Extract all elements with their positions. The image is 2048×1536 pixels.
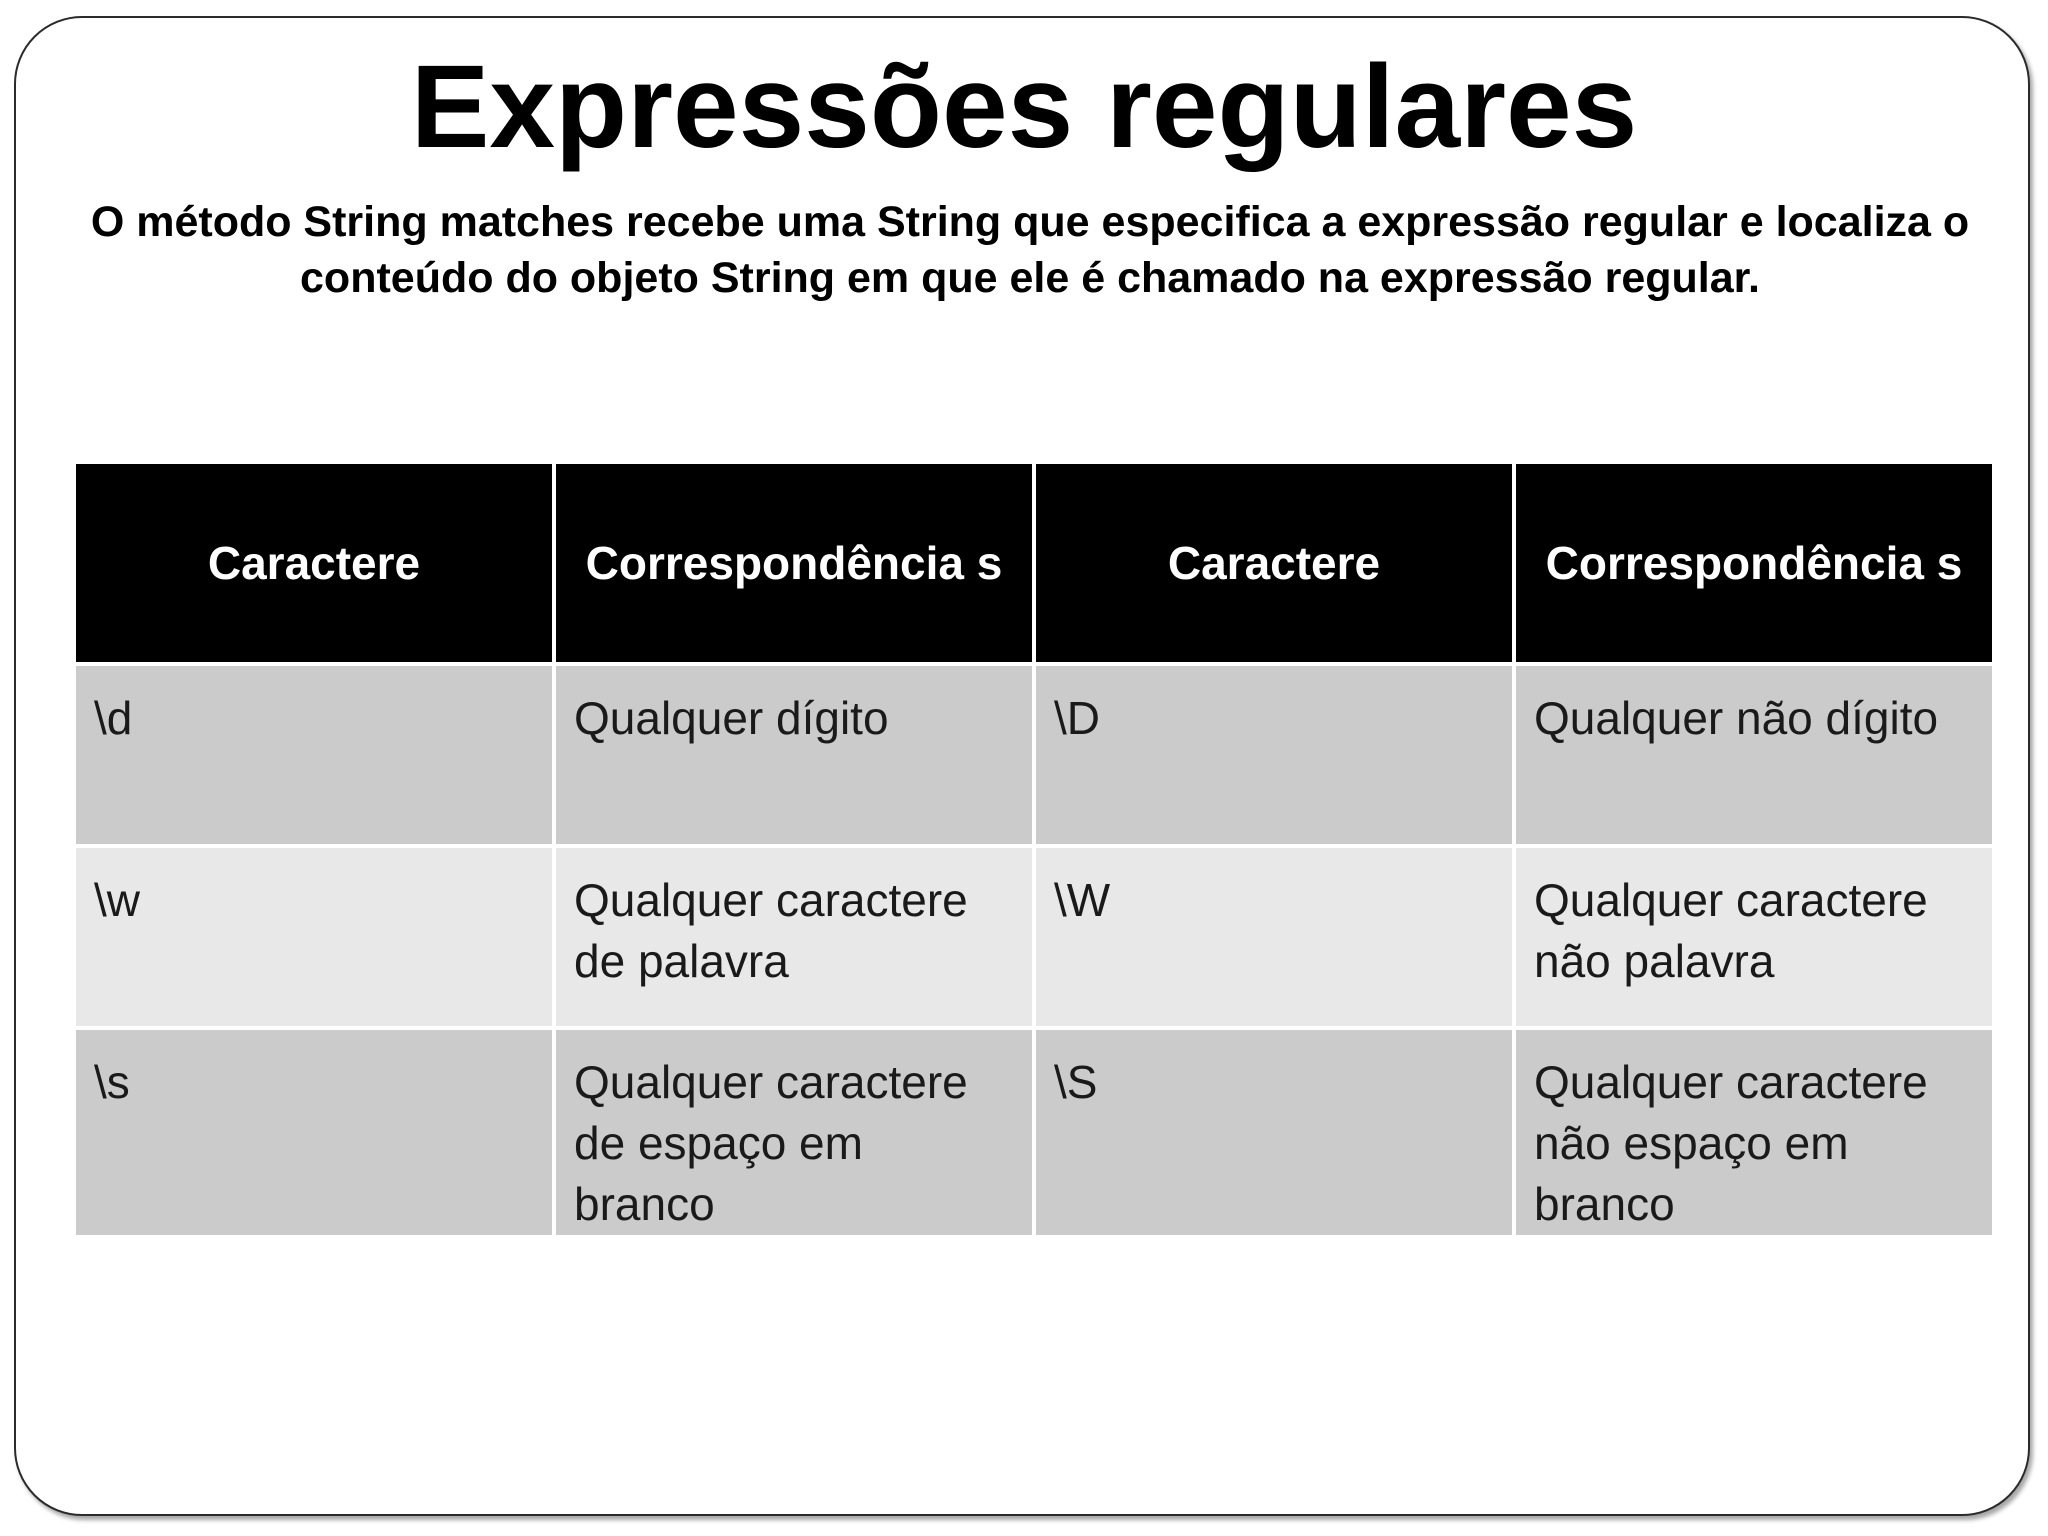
- table-header-row: [74, 462, 1994, 664]
- header-caractere-2: Caractere: [1034, 462, 1514, 664]
- table-row: [74, 846, 1994, 1028]
- header-caractere-1: Caractere: [74, 462, 554, 664]
- table-cell: \S: [1034, 1028, 1514, 1237]
- table-cell: \d: [74, 664, 554, 846]
- table-cell: Qualquer caractere não palavra: [1514, 846, 1994, 1028]
- header-correspondencias-2: Correspondência s: [1514, 462, 1994, 664]
- table-cell: \W: [1034, 846, 1514, 1028]
- table-cell: \s: [74, 1028, 554, 1237]
- table-cell: Qualquer dígito: [554, 664, 1034, 846]
- slide-subtitle: O método String matches recebe uma String que especifica a expressão regular e localiza o conteúdo do objeto String em que ele é chamado na expressão regular.: [90, 198, 1970, 302]
- table-row: [74, 1028, 1994, 1237]
- table-cell: \D: [1034, 664, 1514, 846]
- table-cell: Qualquer caractere de espaço em branco: [554, 1028, 1034, 1237]
- header-correspondencias-1: Correspondência s: [554, 462, 1034, 664]
- table-cell: Qualquer caractere de palavra: [554, 846, 1034, 1028]
- table-cell: Qualquer não dígito: [1514, 664, 1994, 846]
- slide-title: Expressões regulares: [410, 41, 1638, 173]
- table-cell: Qualquer caractere não espaço em branco: [1514, 1028, 1994, 1237]
- regex-table: [72, 460, 1996, 1239]
- table-cell: \w: [74, 846, 554, 1028]
- table-row: [74, 664, 1994, 846]
